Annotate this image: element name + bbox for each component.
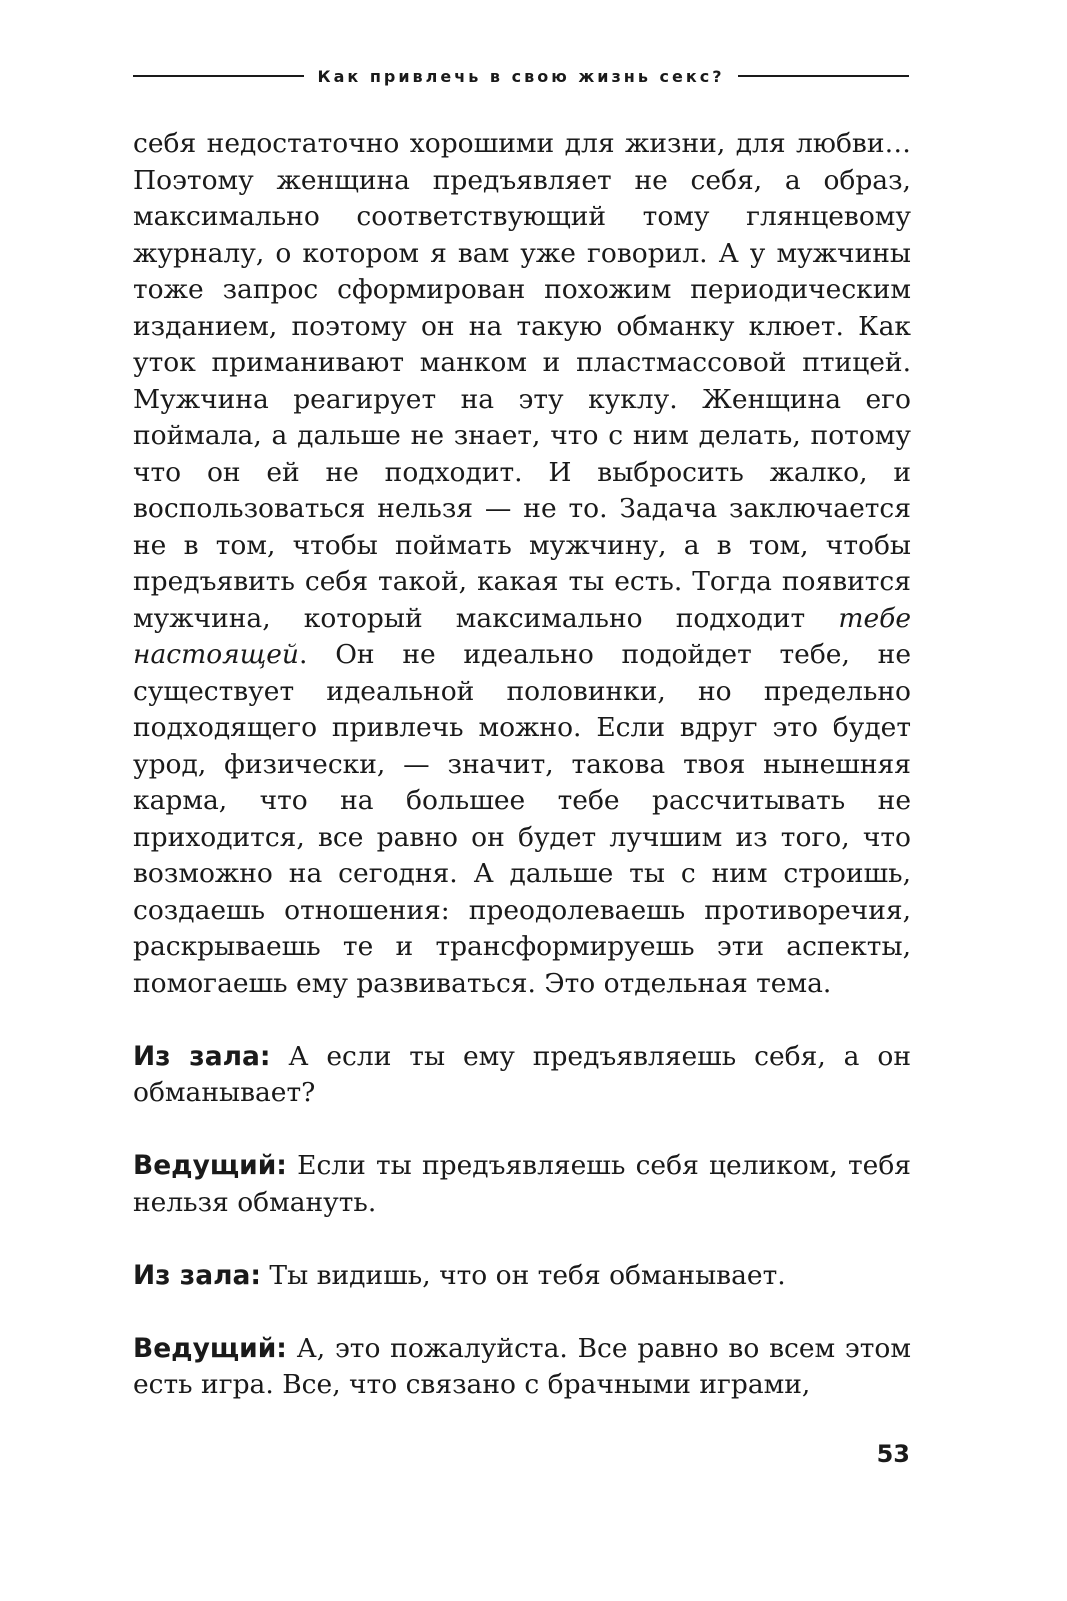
dialog-line xyxy=(133,1258,911,1295)
running-head-title: Как привлечь в свою жизнь секс? xyxy=(317,66,725,86)
page-body xyxy=(133,126,911,1404)
dialog-text: Если ты предъявляешь себя целиком, тебя нельзя обмануть. xyxy=(133,1150,911,1218)
paragraph-text-start: себя недостаточно хорошими для жизни, для любви… Поэтому женщина предъявляет не себя, а образ, максимально соответствующий тому глянцевому журналу, о котором я вам уже говорил. А у мужчины тоже запрос сформирован похожим периодическим изданием, поэтому он на такую обманку клюет. Как уток приманивают манком и пластмассовой птицей. Мужчина реагирует на эту куклу. Женщина его поймала, а дальше не знает, что с ним делать, потому что он ей не подходит. И выбросить жалко, и воспользоваться нельзя — не то. Задача заключается не в том, чтобы поймать мужчину, а в том, чтобы предъявить себя такой, какая ты есть. Тогда появится мужчина, который максимально подходит xyxy=(133,128,911,634)
dialog-line xyxy=(133,1039,911,1112)
speaker-label: Ведущий: xyxy=(133,1150,287,1181)
speaker-label: Из зала: xyxy=(133,1259,261,1291)
speaker-label: Из зала: xyxy=(133,1040,271,1072)
running-head-right-rule xyxy=(738,75,909,77)
dialog-text: Ты видишь, что он тебя обманывает. xyxy=(260,1259,786,1291)
emphasized-phrase: тебе настоящей xyxy=(133,602,911,670)
dialog-text: А если ты ему предъявляешь себя, а он обманывает? xyxy=(133,1040,911,1108)
paragraph-text-end: . Он не идеально подойдет тебе, не существует идеальной половинки, но предельно подходящего привлечь можно. Если вдруг это будет урод, физически, — значит, такова твоя нынешняя карма, что на большее тебе рассчитывать не приходится, все равно он будет лучшим из того, что возможно на сегодня. А дальше ты с ним строишь, создаешь отношения: преодолеваешь противоречия, раскрываешь те и трансформируешь эти аспекты, помогаешь ему развиваться. Это отдельная тема. xyxy=(133,639,911,999)
running-head-left-rule xyxy=(133,75,304,77)
speaker-label: Ведущий: xyxy=(133,1332,287,1364)
dialog-text: А, это пожалуйста. Все равно во всем этом есть игра. Все, что связано с брачными играми, xyxy=(133,1332,911,1400)
page-number: 53 xyxy=(876,1440,910,1468)
running-head xyxy=(133,60,909,92)
dialog-line xyxy=(133,1148,911,1221)
body-paragraph xyxy=(133,126,911,1002)
dialog-line xyxy=(133,1331,911,1404)
